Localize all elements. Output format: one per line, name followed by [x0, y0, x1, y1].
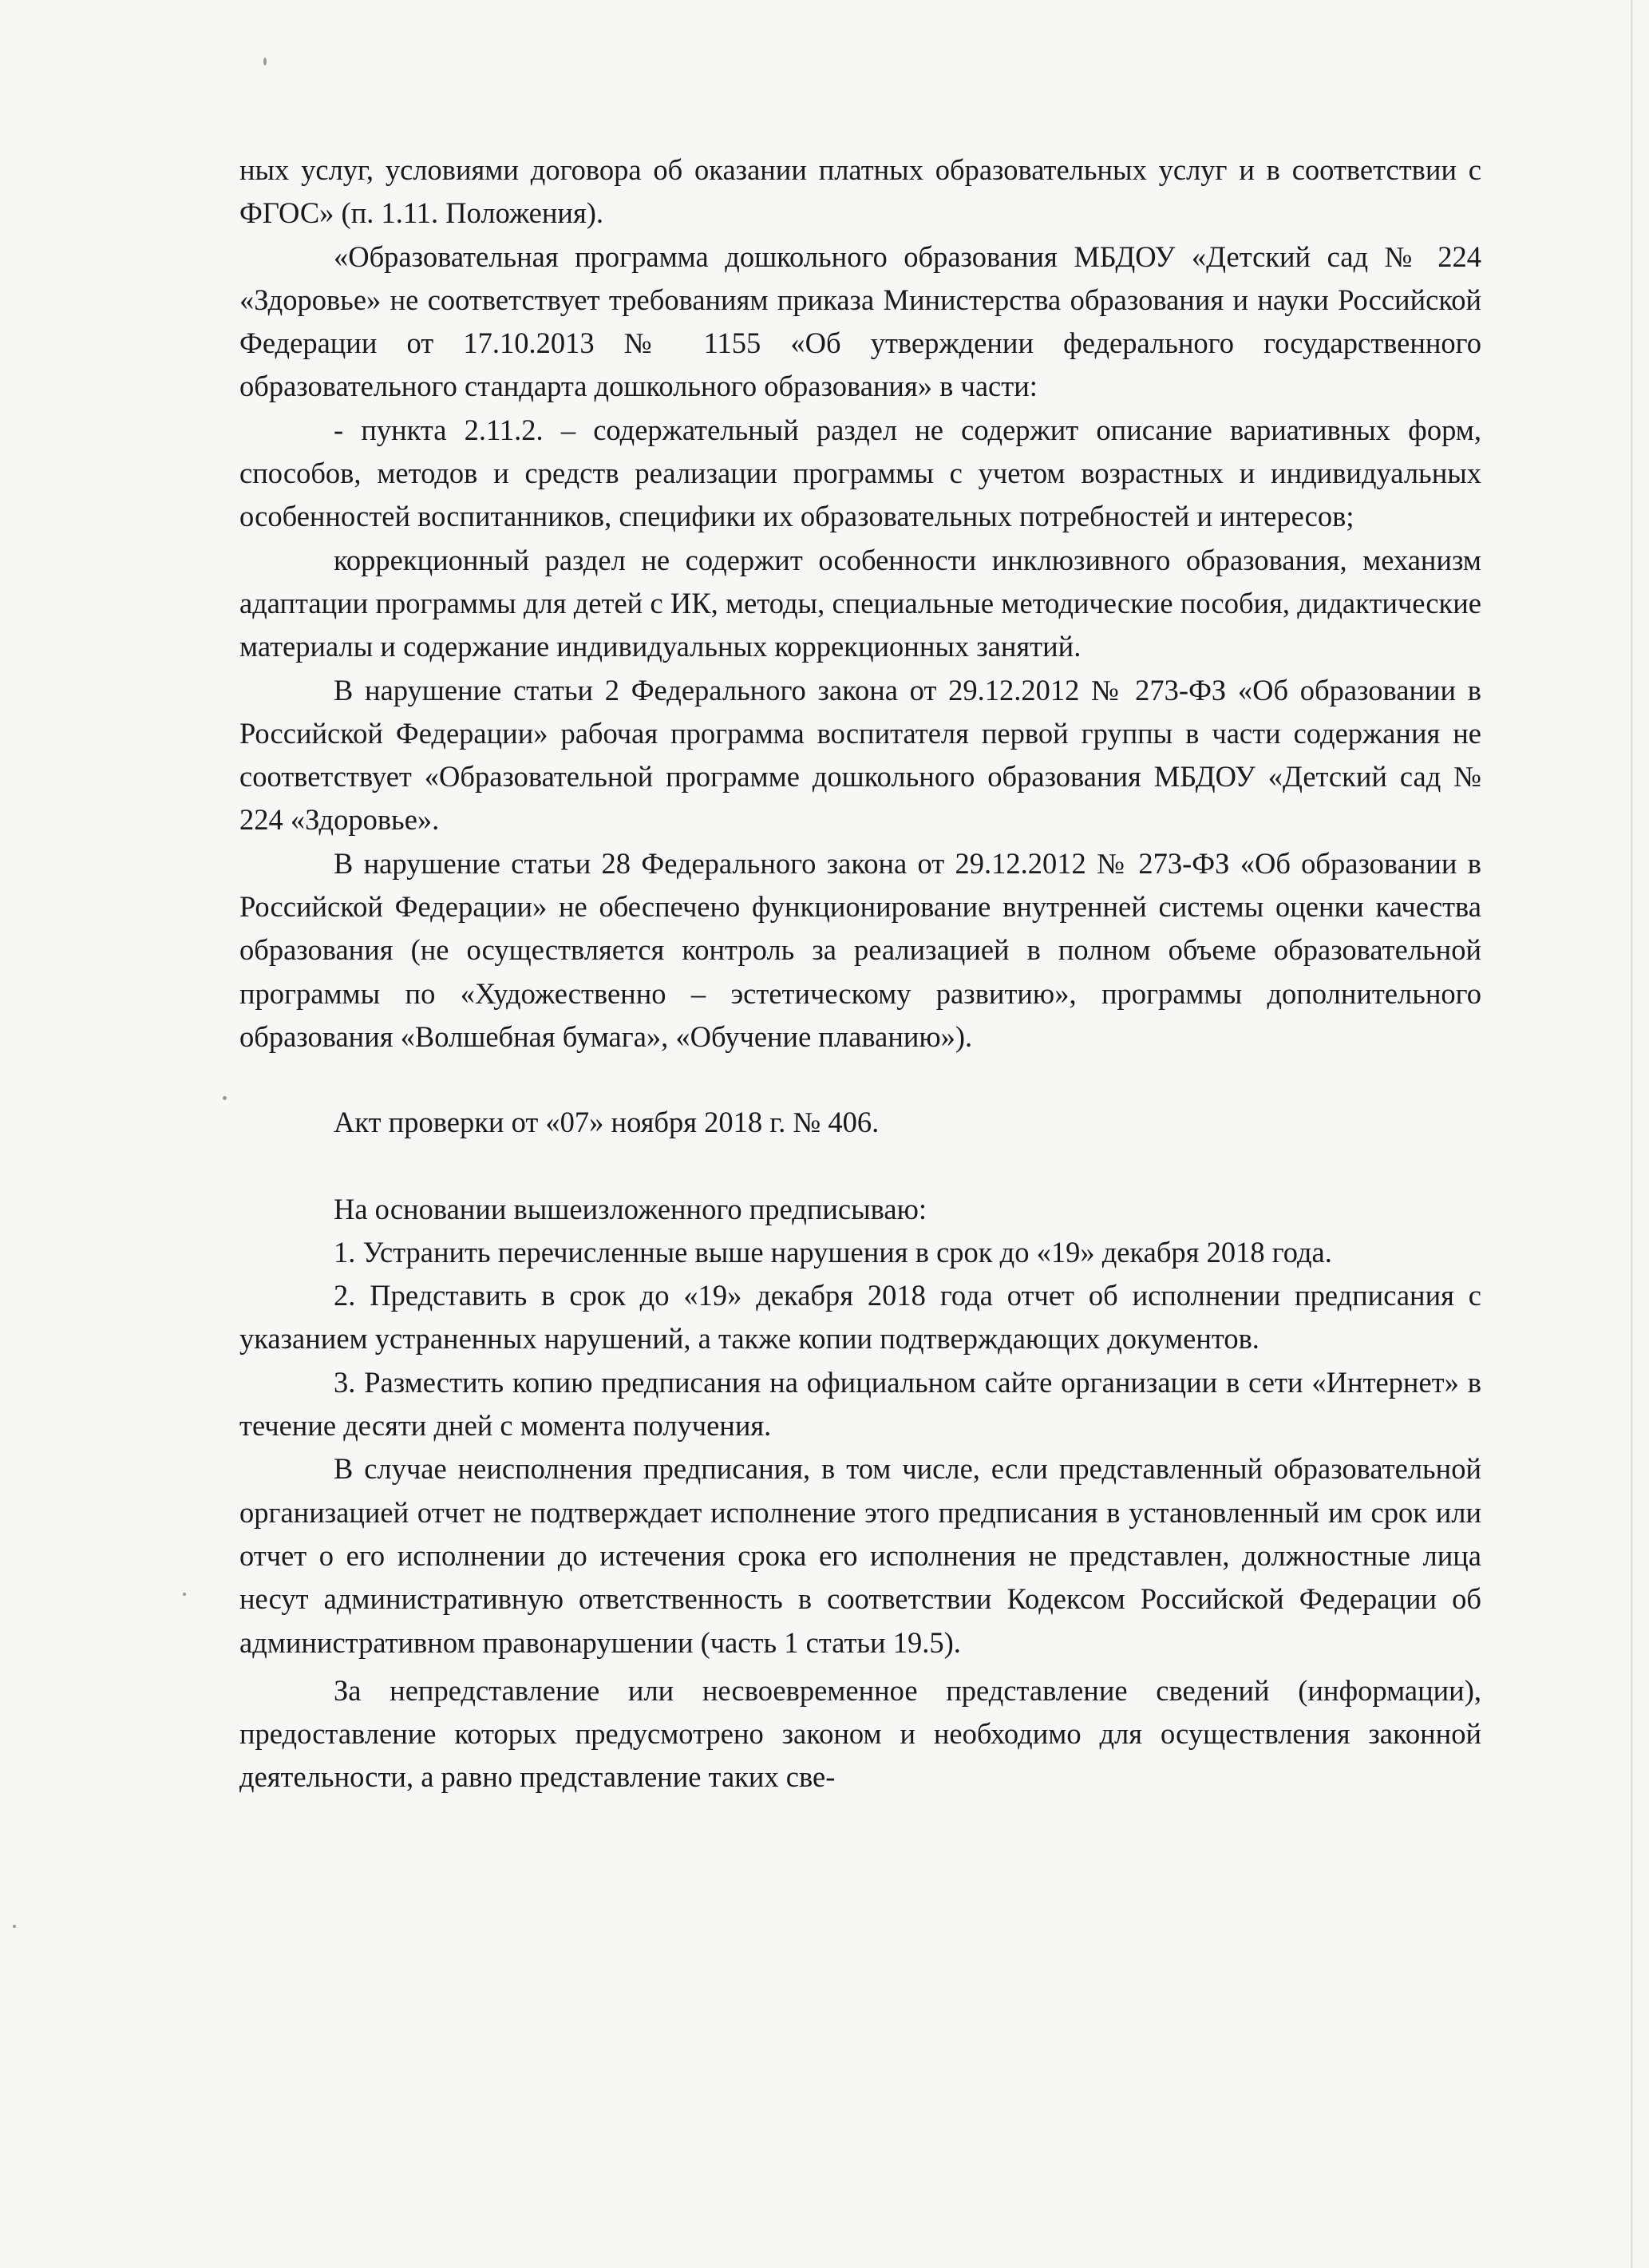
scan-speck: [13, 1925, 16, 1928]
paragraph-item-2-11-2: - пункта 2.11.2. – содержательный раздел не содержит описание вариативных форм, способов, методов и средств реализации программы с учетом возрастных и индивидуальных особенностей воспитанников, специфики их образовательных потребностей и интересов;: [239, 413, 1481, 533]
paragraph-continuation: ных услуг, условиями договора об оказании платных образовательных услуг и в соответствии с ФГОС» (п. 1.11. Положения).: [239, 153, 1481, 230]
paragraph-program-noncompliance: «Образовательная программа дошкольного образования МБДОУ «Детский сад № 224 «Здоровье» не соответствует требованиям приказа Министерства образования и науки Российской Федерации от 17.10.2013 № 1155 «Об утверждении федерального государственного образовательного стандарта дошкольного образования» в части:: [239, 239, 1481, 403]
paragraph-inspection-act: Акт проверки от «07» ноября 2018 г. № 406.: [334, 1106, 880, 1139]
paragraph-order-3: 3. Разместить копию предписания на официальном сайте организации в сети «Интернет» в течение десяти дней с момента получения.: [239, 1365, 1481, 1443]
paragraph-correction-section: коррекционный раздел не содержит особенности инклюзивного образования, механизм адаптации программы для детей с ИК, методы, специальные методические пособия, дидактические материалы и содержание индивидуальных коррекционных занятий.: [239, 543, 1481, 663]
scan-speck: [223, 1096, 227, 1100]
page-edge-shadow: [1631, 0, 1633, 2268]
paragraph-order-intro: На основании вышеизложенного предписываю:: [334, 1192, 927, 1225]
scan-speck: [263, 57, 267, 65]
paragraph-article-28-violation: В нарушение статьи 28 Федерального закона от 29.12.2012 № 273-ФЗ «Об образовании в Российской Федерации» не обеспечено функционирование внутренней системы оценки качества образования (не осуществляется контроль за реализацией в полном объеме образовательной программы по «Художественно – эстетическому развитию», программы дополнительного образования «Волшебная бумага», «Обучение плаванию»).: [239, 846, 1481, 1053]
paragraph-article-2-violation: В нарушение статьи 2 Федерального закона от 29.12.2012 № 273-ФЗ «Об образовании в Российской Федерации» рабочая программа воспитателя первой группы в части содержания не соответствует «Образовательной программе дошкольного образования МБДОУ «Детский сад № 224 «Здоровье».: [239, 673, 1481, 837]
paragraph-noncompliance-liability: В случае неисполнения предписания, в том числе, если представленный образовательной организацией отчет не подтверждает исполнение этого предписания в установленный им срок или отчет о его исполнении до истечения срока его исполнения не представлен, должностные лица несут административную ответственность в соответствии Кодексом Российской Федерации об административном правонарушении (часть 1 статьи 19.5).: [239, 1452, 1481, 1659]
paragraph-nonsubmission-liability: За непредставление или несвоевременное представление сведений (информации), предоставление которых предусмотрено законом и необходимо для осуществления законной деятельности, а равно представление таких све-: [239, 1673, 1481, 1794]
document-body: [239, 148, 1481, 1799]
paragraph-order-2: 2. Представить в срок до «19» декабря 2018 года отчет об исполнении предписания с указанием устраненных нарушений, а также копии подтверждающих документов.: [239, 1279, 1481, 1356]
paragraph-order-1: 1. Устранить перечисленные выше нарушения в срок до «19» декабря 2018 года.: [334, 1235, 1332, 1269]
scan-speck: [183, 1593, 186, 1596]
